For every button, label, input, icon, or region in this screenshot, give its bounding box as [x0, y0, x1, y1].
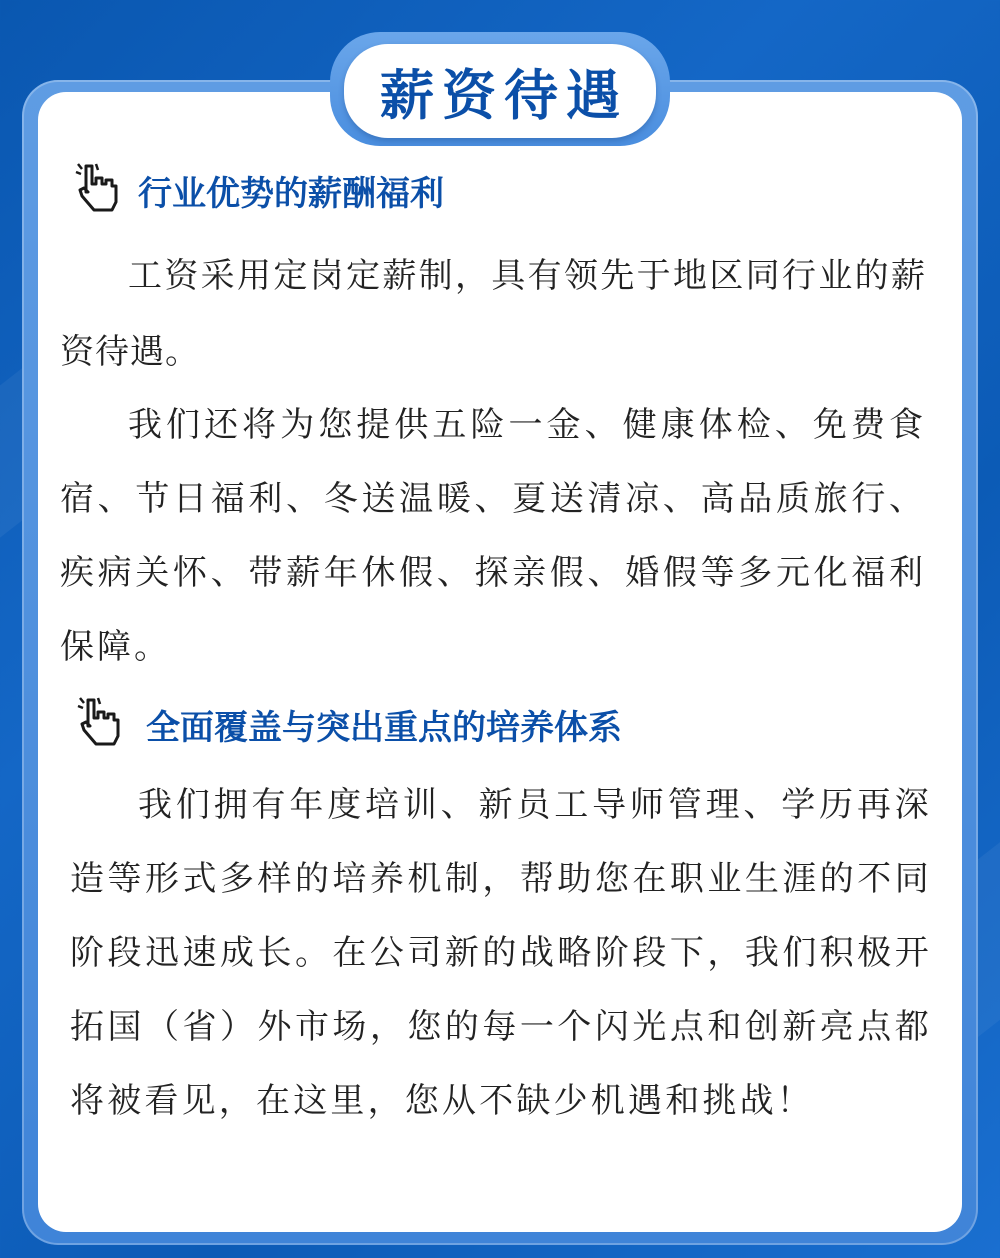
- page-title: 薪资待遇: [380, 63, 628, 127]
- section-heading-training: [74, 696, 622, 752]
- paragraph-benefits: 我们还将为您提供五险一金、健康体检、免费食宿、节日福利、冬送温暖、夏送清凉、高品质旅行、疾病关怀、带薪年休假、探亲假、婚假等多元化福利保障。: [60, 405, 926, 667]
- pointing-hand-icon: [72, 162, 124, 218]
- section-title: 行业优势的薪酬福利: [138, 173, 444, 214]
- title-tab: [344, 44, 656, 138]
- paragraph-training: 我们拥有年度培训、新员工导师管理、学历再深造等形式多样的培养机制，帮助您在职业生涯的不同阶段迅速成长。在公司新的战略阶段下，我们积极开拓国（省）外市场，您的每一个闪光点和创新亮点都将被看见，在这里，您从不缺少机遇和挑战！: [70, 785, 932, 1121]
- paragraph-salary: 工资采用定岗定薪制，具有领先于地区同行业的薪资待遇。: [60, 256, 926, 372]
- section-heading-welfare: [72, 162, 444, 218]
- pointing-hand-icon: [74, 696, 126, 752]
- section-title: 全面覆盖与突出重点的培养体系: [146, 707, 622, 748]
